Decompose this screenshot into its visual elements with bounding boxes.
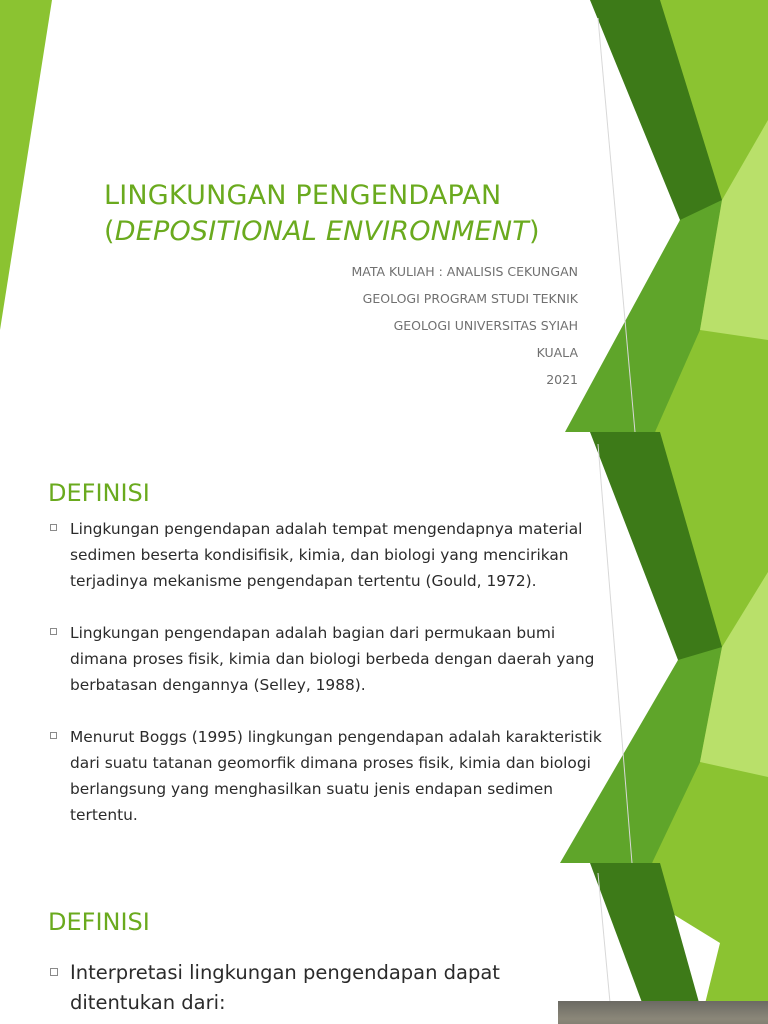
sediment-photo <box>558 1001 768 1024</box>
subtitle-line: KUALA <box>536 345 578 360</box>
title-italic: DEPOSITIONAL ENVIRONMENT <box>114 216 529 247</box>
subtitle-line: MATA KULIAH : ANALISIS CEKUNGAN <box>351 264 578 279</box>
subtitle-line: 2021 <box>546 372 578 387</box>
title-line-2: (DEPOSITIONAL ENVIRONMENT) <box>104 216 540 247</box>
title-slide <box>0 0 768 432</box>
title-line-1: LINGKUNGAN PENGENDAPAN <box>104 180 502 211</box>
left-green-wedge <box>0 0 52 330</box>
definition-slide <box>0 432 768 863</box>
square-bullet-icon <box>50 968 58 976</box>
list-item: Lingkungan pengendapan adalah tempat mengendapnya material sedimen beserta kondisifisik, kimia, dan biologi yang mencirikan terjadinya mekanisme pengendapan tertentu (Gould, 1972). <box>48 516 608 594</box>
square-bullet-icon <box>50 628 57 635</box>
square-bullet-icon <box>50 732 57 739</box>
definition-list <box>48 516 608 828</box>
subtitle-line: GEOLOGI UNIVERSITAS SYIAH <box>393 318 578 333</box>
interpretation-list <box>48 958 568 1018</box>
definition-slide-2 <box>0 863 768 1024</box>
slide-heading: DEFINISI <box>48 908 150 936</box>
slide-heading: DEFINISI <box>48 479 150 507</box>
list-item: Interpretasi lingkungan pengendapan dapat ditentukan dari: <box>48 958 568 1018</box>
list-item: Lingkungan pengendapan adalah bagian dari permukaan bumi dimana proses fisik, kimia dan biologi berbeda dengan daerah yang berbatasan dengannya (Selley, 1988). <box>48 620 608 698</box>
square-bullet-icon <box>50 524 57 531</box>
subtitle-line: GEOLOGI PROGRAM STUDI TEKNIK <box>362 291 578 306</box>
slide-subtitle <box>248 258 578 393</box>
list-item: Menurut Boggs (1995) lingkungan pengendapan adalah karakteristik dari suatu tatanan geomorfik dimana proses fisik, kimia dan biologi berlangsung yang menghasilkan suatu jenis endapan sedimen tertentu. <box>48 724 608 828</box>
slide-title <box>104 178 574 250</box>
